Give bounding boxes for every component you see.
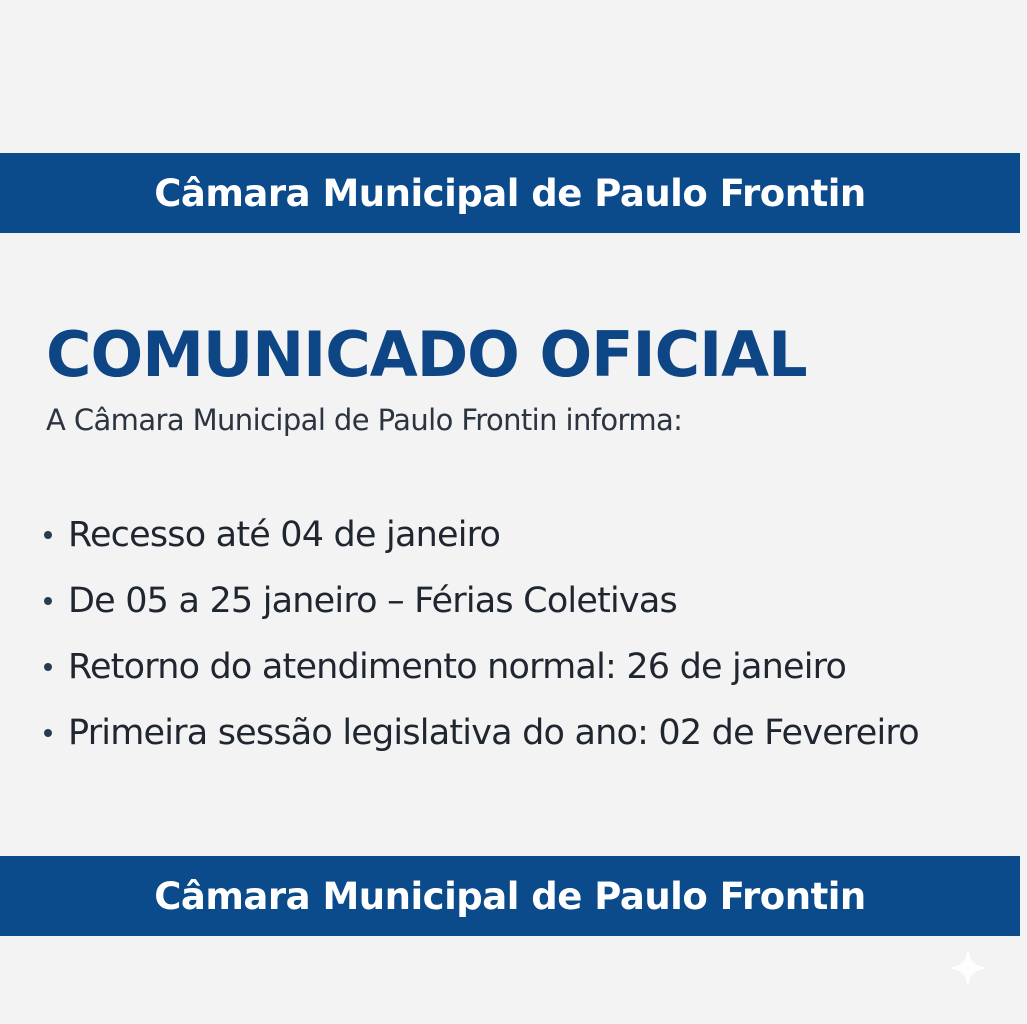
- list-item-text: De 05 a 25 janeiro – Férias Coletivas: [68, 581, 677, 621]
- list-item-text: Recesso até 04 de janeiro: [68, 515, 501, 555]
- list-item-text: Retorno do atendimento normal: 26 de janeiro: [68, 647, 847, 687]
- header-title: Câmara Municipal de Paulo Frontin: [154, 171, 866, 215]
- footer-title: Câmara Municipal de Paulo Frontin: [154, 874, 866, 918]
- bullet-icon: [44, 597, 52, 605]
- header-banner: [0, 153, 1020, 233]
- bullet-icon: [44, 729, 52, 737]
- list-item: [44, 634, 919, 700]
- list-item: [44, 700, 919, 766]
- notice-intro: A Câmara Municipal de Paulo Frontin informa:: [46, 403, 683, 437]
- list-item-text: Primeira sessão legislativa do ano: 02 de Fevereiro: [68, 713, 919, 753]
- bullet-icon: [44, 531, 52, 539]
- bullet-icon: [44, 663, 52, 671]
- notice-heading: COMUNICADO OFICIAL: [46, 318, 807, 391]
- sparkle-icon: [946, 946, 990, 990]
- footer-banner: [0, 856, 1020, 936]
- notice-list: [44, 502, 919, 766]
- list-item: [44, 568, 919, 634]
- list-item: [44, 502, 919, 568]
